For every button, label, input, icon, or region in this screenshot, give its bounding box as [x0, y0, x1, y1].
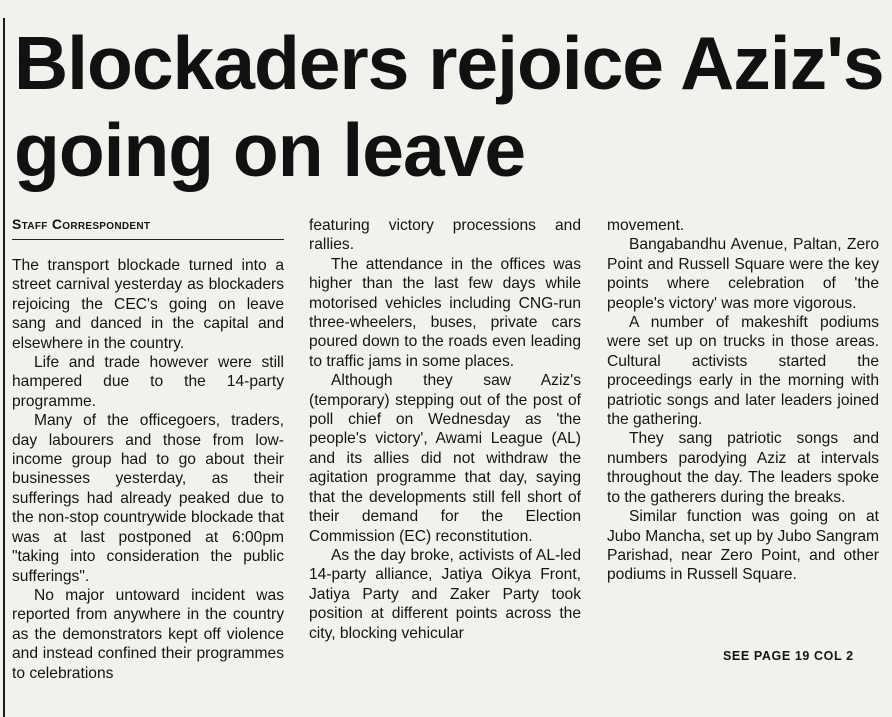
left-column-rule — [3, 18, 5, 717]
byline-text: Staff Correspondent — [12, 216, 151, 232]
paragraph: Many of the officegoers, traders, day labourers and those from low-income group had to go about their businesses yesterday, as their sufferings had already peaked due to the non-stop countrywide blockade that was at last postponed at 6:00pm "taking into consideration the public sufferings". — [12, 412, 284, 585]
paragraph: The attendance in the offices was higher than the last few days while motorised vehicles including CNG-run three-wheelers, buses, private cars poured down to the roads even leading to traffic jams in some places. — [309, 255, 581, 370]
article-body — [12, 216, 880, 711]
paragraph: Similar function was going on at Jubo Mancha, set up by Jubo Sangram Parishad, near Zero Point, and other podiums in Russell Square. — [607, 508, 879, 584]
column-1 — [12, 256, 284, 683]
continuation-note[interactable]: SEE PAGE 19 COL 2 — [723, 649, 854, 663]
paragraph: They sang patriotic songs and numbers parodying Aziz at intervals throughout the day. The leaders spoke to the gatherers during the breaks. — [607, 430, 879, 506]
paragraph: Although they saw Aziz's (temporary) stepping out of the post of poll chief on Wednesday as 'the people's victory', Awami League (AL) and its allies did not withdraw the agitation programme that day, saying that the developments still fell short of their demand for the Election Commission (EC) reconstitution. — [309, 372, 581, 545]
paragraph: movement. — [607, 217, 685, 234]
byline — [12, 216, 284, 240]
column-2 — [309, 216, 581, 643]
paragraph: Life and trade however were still hampered due to the 14-party programme. — [12, 354, 284, 410]
paragraph: A number of makeshift podiums were set up on trucks in those areas. Cultural activists started the proceedings early in the morning with patriotic songs and later leaders joined the gathering. — [607, 314, 879, 429]
paragraph: No major untoward incident was reported from anywhere in the country as the demonstrators kept off violence and instead confined their programmes to celebrations — [12, 586, 284, 682]
paragraph: Bangabandhu Avenue, Paltan, Zero Point and Russell Square were the key points where celebration of 'the people's victory' was more vigorous. — [607, 236, 879, 312]
paragraph: As the day broke, activists of AL-led 14-party alliance, Jatiya Oikya Front, Jatiya Party and Zaker Party took position at different points across the city, blocking vehicular — [309, 546, 581, 642]
column-3 — [607, 216, 879, 585]
headline: Blockaders rejoice Aziz's going on leave — [14, 21, 884, 192]
paragraph: The transport blockade turned into a street carnival yesterday as blockaders rejoicing the CEC's going on leave sang and danced in the capital and elsewhere in the country. — [12, 257, 284, 352]
paragraph: featuring victory processions and rallies. — [309, 217, 581, 254]
